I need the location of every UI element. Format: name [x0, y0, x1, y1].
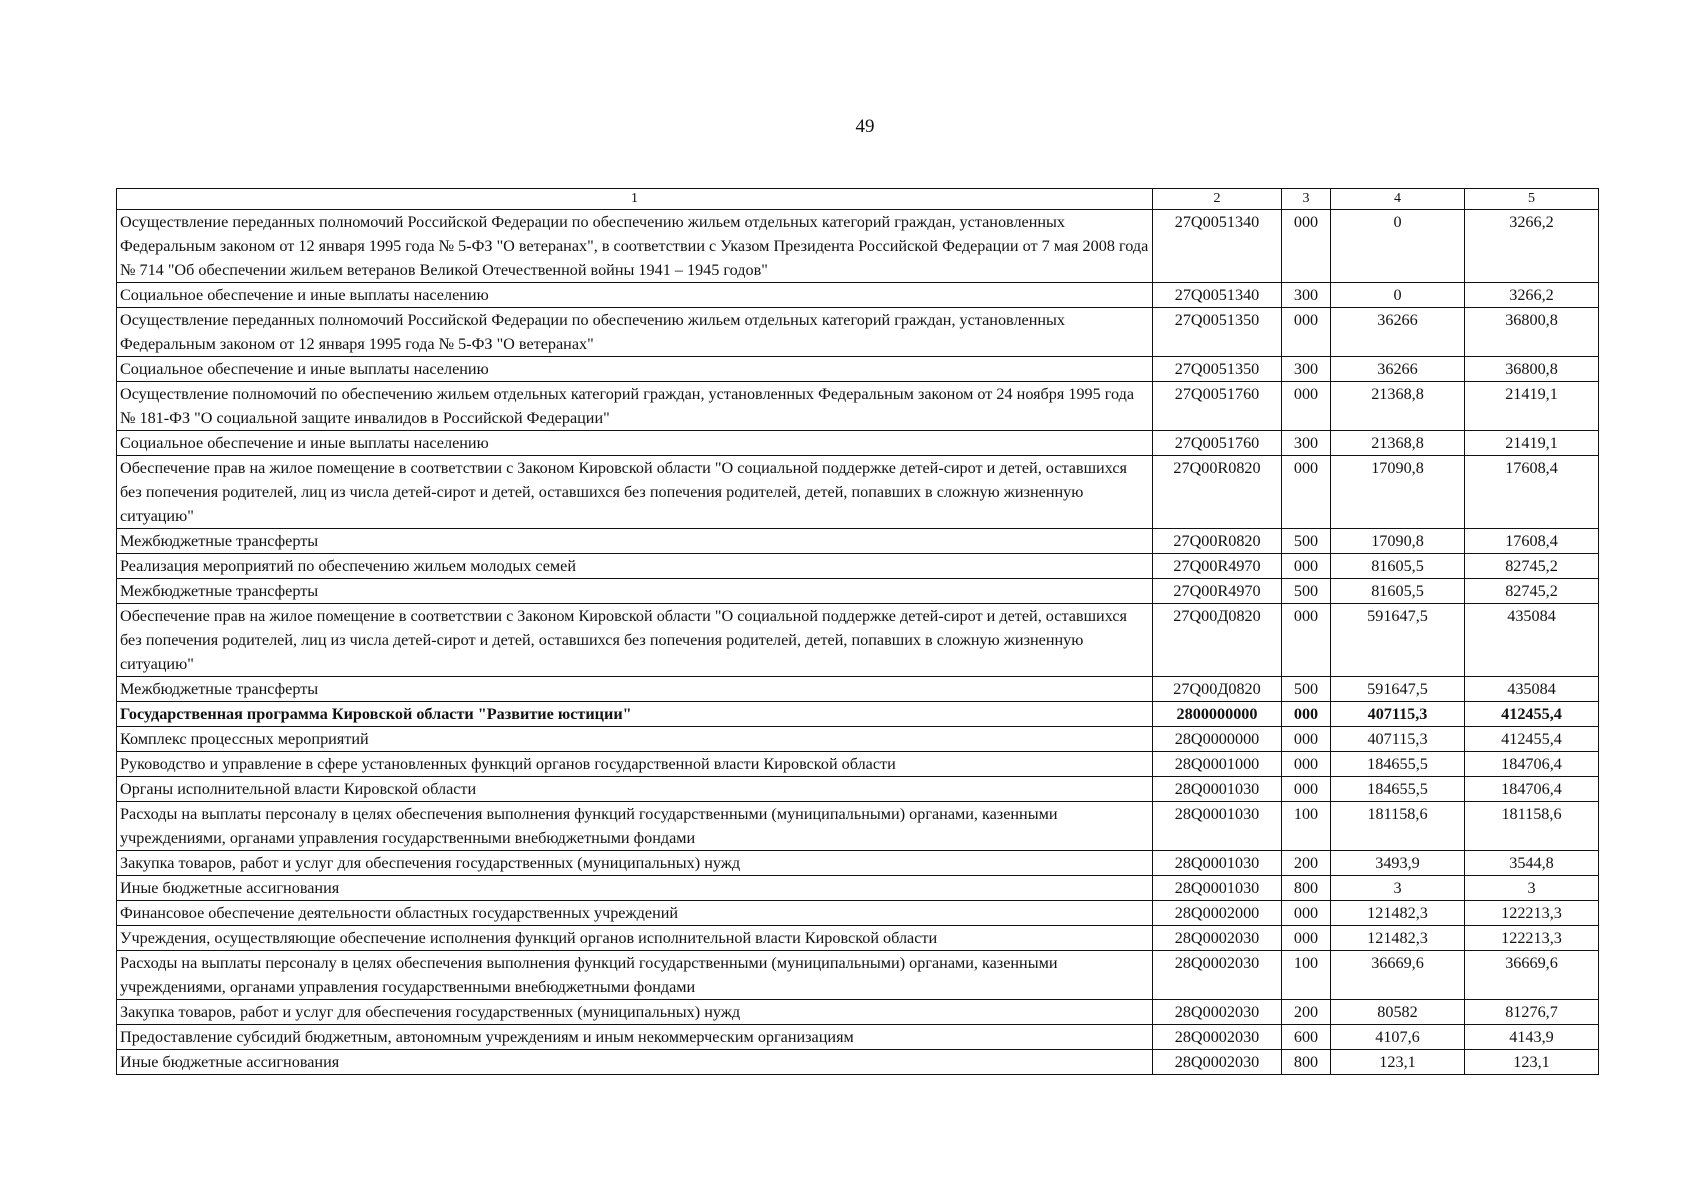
- amount-col4-cell: 81605,5: [1331, 554, 1465, 579]
- column-header: 2: [1153, 189, 1282, 210]
- row-name-cell: Обеспечение прав на жилое помещение в соответствии с Законом Кировской области "О социальной поддержке детей-сирот и детей, оставшихся без попечения родителей, лиц из числа детей-сирот и детей, оставшихся без попечения родителей, детей, попавших в сложную жизненную ситуацию": [117, 456, 1153, 529]
- row-name-cell: Иные бюджетные ассигнования: [117, 876, 1153, 901]
- amount-col4-cell: 21368,8: [1331, 382, 1465, 431]
- target-code-cell: 27Q00R0820: [1153, 529, 1282, 554]
- amount-col5-cell: 435084: [1465, 604, 1599, 677]
- amount-col5-cell: 184706,4: [1465, 777, 1599, 802]
- expense-type-cell: 100: [1282, 802, 1331, 851]
- amount-col4-cell: 121482,3: [1331, 901, 1465, 926]
- amount-col4-cell: 407115,3: [1331, 727, 1465, 752]
- table-row: [117, 876, 1599, 901]
- amount-col4-cell: 184655,5: [1331, 752, 1465, 777]
- amount-col4-cell: 36669,6: [1331, 951, 1465, 1000]
- target-code-cell: 27Q0051760: [1153, 382, 1282, 431]
- table-row: [117, 382, 1599, 431]
- table-row: [117, 802, 1599, 851]
- target-code-cell: 28Q0001030: [1153, 777, 1282, 802]
- amount-col5-cell: 412455,4: [1465, 702, 1599, 727]
- amount-col4-cell: 0: [1331, 210, 1465, 283]
- table-row: [117, 1050, 1599, 1075]
- table-row: [117, 604, 1599, 677]
- row-name-cell: Расходы на выплаты персоналу в целях обеспечения выполнения функций государственными (муниципальными) органами, казенными учреждениями, органами управления государственными внебюджетными фондами: [117, 802, 1153, 851]
- row-name-cell: Социальное обеспечение и иные выплаты населению: [117, 431, 1153, 456]
- table-row: [117, 926, 1599, 951]
- column-header: 1: [117, 189, 1153, 210]
- amount-col5-cell: 21419,1: [1465, 382, 1599, 431]
- amount-col4-cell: 17090,8: [1331, 529, 1465, 554]
- expense-type-cell: 500: [1282, 529, 1331, 554]
- target-code-cell: 27Q00R0820: [1153, 456, 1282, 529]
- table-row: [117, 456, 1599, 529]
- amount-col4-cell: 21368,8: [1331, 431, 1465, 456]
- target-code-cell: 27Q00Д0820: [1153, 677, 1282, 702]
- expense-type-cell: 000: [1282, 382, 1331, 431]
- table-row: [117, 308, 1599, 357]
- amount-col4-cell: 407115,3: [1331, 702, 1465, 727]
- target-code-cell: 28Q0002030: [1153, 926, 1282, 951]
- target-code-cell: 27Q00R4970: [1153, 579, 1282, 604]
- table-row: [117, 901, 1599, 926]
- table-row: [117, 357, 1599, 382]
- row-name-cell: Реализация мероприятий по обеспечению жильем молодых семей: [117, 554, 1153, 579]
- target-code-cell: 28Q0002030: [1153, 1025, 1282, 1050]
- amount-col5-cell: 122213,3: [1465, 901, 1599, 926]
- column-header: 3: [1282, 189, 1331, 210]
- target-code-cell: 27Q0051350: [1153, 308, 1282, 357]
- target-code-cell: 28Q0000000: [1153, 727, 1282, 752]
- column-header: 5: [1465, 189, 1599, 210]
- target-code-cell: 28Q0001000: [1153, 752, 1282, 777]
- expense-type-cell: 000: [1282, 604, 1331, 677]
- column-header: 4: [1331, 189, 1465, 210]
- table-row: [117, 777, 1599, 802]
- row-name-cell: Осуществление переданных полномочий Российской Федерации по обеспечению жильем отдельных категорий граждан, установленных Федеральным законом от 12 января 1995 года № 5-ФЗ "О ветеранах", в соответствии с Указом Президента Российской Федерации от 7 мая 2008 года № 714 "Об обеспечении жильем ветеранов Великой Отечественной войны 1941 – 1945 годов": [117, 210, 1153, 283]
- expense-type-cell: 500: [1282, 579, 1331, 604]
- amount-col5-cell: 4143,9: [1465, 1025, 1599, 1050]
- expense-type-cell: 000: [1282, 926, 1331, 951]
- row-name-cell: Руководство и управление в сфере установленных функций органов государственной власти Кировской области: [117, 752, 1153, 777]
- target-code-cell: 28Q0002000: [1153, 901, 1282, 926]
- row-name-cell: Межбюджетные трансферты: [117, 677, 1153, 702]
- row-name-cell: Государственная программа Кировской области "Развитие юстиции": [117, 702, 1153, 727]
- target-code-cell: 28Q0001030: [1153, 851, 1282, 876]
- expense-type-cell: 000: [1282, 777, 1331, 802]
- row-name-cell: Расходы на выплаты персоналу в целях обеспечения выполнения функций государственными (муниципальными) органами, казенными учреждениями, органами управления государственными внебюджетными фондами: [117, 951, 1153, 1000]
- expense-type-cell: 000: [1282, 727, 1331, 752]
- amount-col4-cell: 17090,8: [1331, 456, 1465, 529]
- expense-type-cell: 100: [1282, 951, 1331, 1000]
- amount-col5-cell: 82745,2: [1465, 554, 1599, 579]
- row-name-cell: Иные бюджетные ассигнования: [117, 1050, 1153, 1075]
- row-name-cell: Учреждения, осуществляющие обеспечение исполнения функций органов исполнительной власти Кировской области: [117, 926, 1153, 951]
- amount-col5-cell: 435084: [1465, 677, 1599, 702]
- row-name-cell: Социальное обеспечение и иные выплаты населению: [117, 357, 1153, 382]
- expense-type-cell: 800: [1282, 1050, 1331, 1075]
- amount-col5-cell: 36800,8: [1465, 308, 1599, 357]
- amount-col5-cell: 36669,6: [1465, 951, 1599, 1000]
- amount-col4-cell: 4107,6: [1331, 1025, 1465, 1050]
- target-code-cell: 27Q0051350: [1153, 357, 1282, 382]
- amount-col4-cell: 0: [1331, 283, 1465, 308]
- target-code-cell: 28Q0002030: [1153, 1000, 1282, 1025]
- amount-col4-cell: 3: [1331, 876, 1465, 901]
- amount-col5-cell: 81276,7: [1465, 1000, 1599, 1025]
- table-row: [117, 529, 1599, 554]
- target-code-cell: 28Q0002030: [1153, 1050, 1282, 1075]
- expense-type-cell: 200: [1282, 1000, 1331, 1025]
- row-name-cell: Осуществление переданных полномочий Российской Федерации по обеспечению жильем отдельных категорий граждан, установленных Федеральным законом от 12 января 1995 года № 5-ФЗ "О ветеранах": [117, 308, 1153, 357]
- amount-col5-cell: 181158,6: [1465, 802, 1599, 851]
- table-row: [117, 210, 1599, 283]
- amount-col4-cell: 181158,6: [1331, 802, 1465, 851]
- amount-col4-cell: 184655,5: [1331, 777, 1465, 802]
- row-name-cell: Предоставление субсидий бюджетным, автономным учреждениям и иным некоммерческим организациям: [117, 1025, 1153, 1050]
- amount-col4-cell: 80582: [1331, 1000, 1465, 1025]
- row-name-cell: Межбюджетные трансферты: [117, 529, 1153, 554]
- amount-col5-cell: 3266,2: [1465, 210, 1599, 283]
- expense-type-cell: 500: [1282, 677, 1331, 702]
- table-row: [117, 554, 1599, 579]
- row-name-cell: Социальное обеспечение и иные выплаты населению: [117, 283, 1153, 308]
- budget-table: [116, 188, 1599, 1075]
- page-number: 49: [855, 116, 875, 137]
- row-name-cell: Закупка товаров, работ и услуг для обеспечения государственных (муниципальных) нужд: [117, 851, 1153, 876]
- amount-col5-cell: 82745,2: [1465, 579, 1599, 604]
- amount-col5-cell: 3: [1465, 876, 1599, 901]
- target-code-cell: 28Q0001030: [1153, 802, 1282, 851]
- expense-type-cell: 000: [1282, 901, 1331, 926]
- table-row: [117, 851, 1599, 876]
- amount-col5-cell: 3544,8: [1465, 851, 1599, 876]
- expense-type-cell: 800: [1282, 876, 1331, 901]
- expense-type-cell: 200: [1282, 851, 1331, 876]
- amount-col4-cell: 81605,5: [1331, 579, 1465, 604]
- row-name-cell: Обеспечение прав на жилое помещение в соответствии с Законом Кировской области "О социальной поддержке детей-сирот и детей, оставшихся без попечения родителей, лиц из числа детей-сирот и детей, оставшихся без попечения родителей, детей, попавших в сложную жизненную ситуацию": [117, 604, 1153, 677]
- row-name-cell: Закупка товаров, работ и услуг для обеспечения государственных (муниципальных) нужд: [117, 1000, 1153, 1025]
- table-row: [117, 579, 1599, 604]
- target-code-cell: 2800000000: [1153, 702, 1282, 727]
- target-code-cell: 28Q0001030: [1153, 876, 1282, 901]
- target-code-cell: 27Q0051340: [1153, 283, 1282, 308]
- target-code-cell: 28Q0002030: [1153, 951, 1282, 1000]
- table-row: [117, 283, 1599, 308]
- row-name-cell: Органы исполнительной власти Кировской области: [117, 777, 1153, 802]
- amount-col4-cell: 3493,9: [1331, 851, 1465, 876]
- table-row: [117, 431, 1599, 456]
- table-row: [117, 702, 1599, 727]
- row-name-cell: Осуществление полномочий по обеспечению жильем отдельных категорий граждан, установленных Федеральным законом от 24 ноября 1995 года № 181-ФЗ "О социальной защите инвалидов в Российской Федерации": [117, 382, 1153, 431]
- amount-col4-cell: 591647,5: [1331, 677, 1465, 702]
- amount-col5-cell: 17608,4: [1465, 456, 1599, 529]
- table-row: [117, 951, 1599, 1000]
- expense-type-cell: 000: [1282, 752, 1331, 777]
- target-code-cell: 27Q0051760: [1153, 431, 1282, 456]
- table-row: [117, 727, 1599, 752]
- amount-col5-cell: 412455,4: [1465, 727, 1599, 752]
- expense-type-cell: 300: [1282, 357, 1331, 382]
- amount-col5-cell: 17608,4: [1465, 529, 1599, 554]
- amount-col5-cell: 21419,1: [1465, 431, 1599, 456]
- row-name-cell: Межбюджетные трансферты: [117, 579, 1153, 604]
- amount-col4-cell: 36266: [1331, 357, 1465, 382]
- expense-type-cell: 300: [1282, 431, 1331, 456]
- table-row: [117, 677, 1599, 702]
- expense-type-cell: 300: [1282, 283, 1331, 308]
- table-row: [117, 1025, 1599, 1050]
- amount-col4-cell: 123,1: [1331, 1050, 1465, 1075]
- amount-col4-cell: 121482,3: [1331, 926, 1465, 951]
- row-name-cell: Комплекс процессных мероприятий: [117, 727, 1153, 752]
- amount-col5-cell: 3266,2: [1465, 283, 1599, 308]
- amount-col4-cell: 36266: [1331, 308, 1465, 357]
- amount-col5-cell: 36800,8: [1465, 357, 1599, 382]
- amount-col5-cell: 184706,4: [1465, 752, 1599, 777]
- expense-type-cell: 000: [1282, 702, 1331, 727]
- expense-type-cell: 000: [1282, 456, 1331, 529]
- expense-type-cell: 600: [1282, 1025, 1331, 1050]
- table-header-row: [117, 189, 1599, 210]
- amount-col5-cell: 123,1: [1465, 1050, 1599, 1075]
- amount-col4-cell: 591647,5: [1331, 604, 1465, 677]
- target-code-cell: 27Q00Д0820: [1153, 604, 1282, 677]
- table-row: [117, 1000, 1599, 1025]
- expense-type-cell: 000: [1282, 308, 1331, 357]
- row-name-cell: Финансовое обеспечение деятельности областных государственных учреждений: [117, 901, 1153, 926]
- expense-type-cell: 000: [1282, 210, 1331, 283]
- target-code-cell: 27Q0051340: [1153, 210, 1282, 283]
- target-code-cell: 27Q00R4970: [1153, 554, 1282, 579]
- table-row: [117, 752, 1599, 777]
- amount-col5-cell: 122213,3: [1465, 926, 1599, 951]
- expense-type-cell: 000: [1282, 554, 1331, 579]
